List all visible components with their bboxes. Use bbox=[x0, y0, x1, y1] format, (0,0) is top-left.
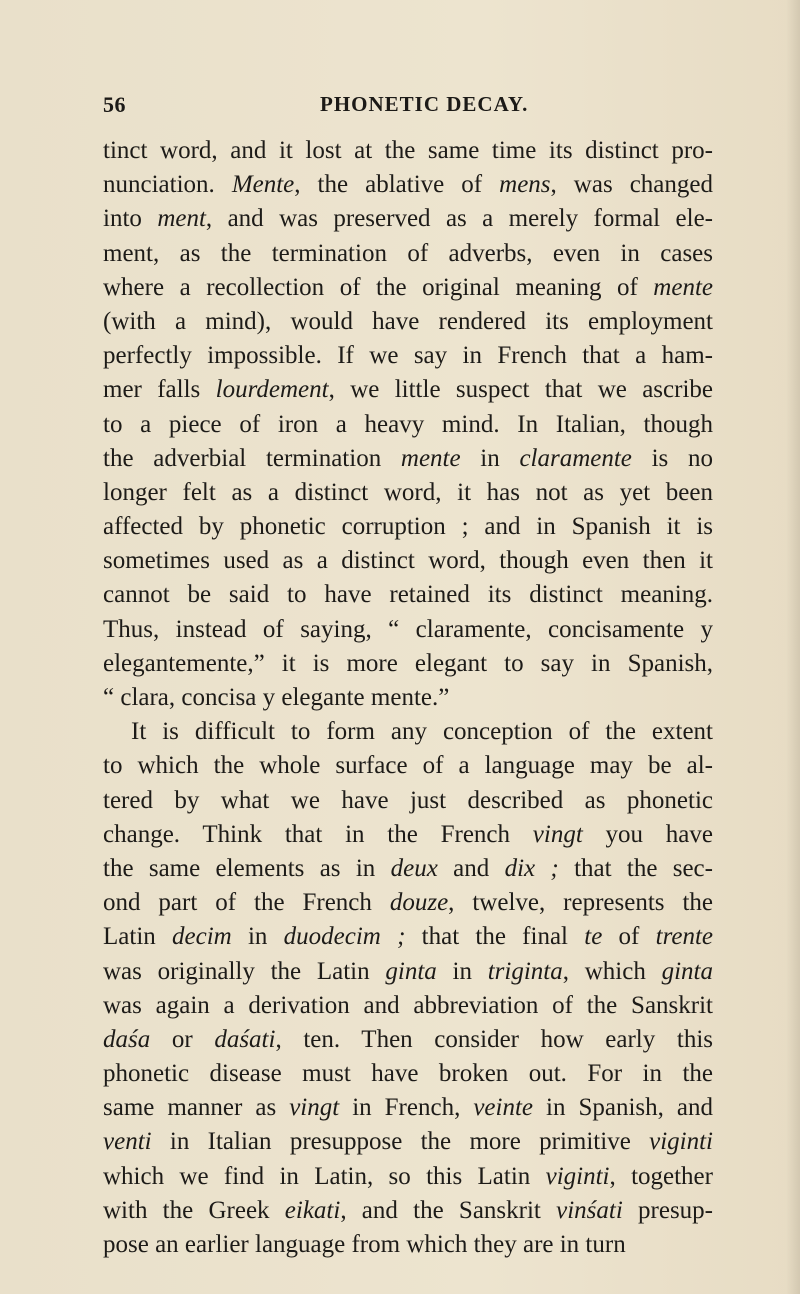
text-line bbox=[103, 989, 713, 1023]
italic-term: vinśati bbox=[556, 1196, 623, 1224]
italic-term: ment bbox=[157, 205, 206, 233]
text-run: was again a derivation and abbreviation of the Sanskrit bbox=[103, 991, 713, 1019]
text-run: with the Greek bbox=[103, 1196, 285, 1224]
text-run: longer felt as a distinct word, it has not as yet been bbox=[103, 478, 713, 506]
text-line bbox=[103, 373, 713, 407]
text-run: affected by phonetic corruption ; and in Spanish it is bbox=[103, 513, 713, 541]
page-edge-shadow bbox=[786, 0, 800, 1294]
text-line bbox=[103, 408, 713, 442]
text-run: in Spanish, and bbox=[533, 1094, 714, 1122]
italic-term: venti bbox=[103, 1128, 152, 1156]
text-line bbox=[103, 613, 713, 647]
italic-term: ginta bbox=[385, 957, 437, 985]
body-text bbox=[103, 134, 713, 1262]
text-line bbox=[103, 237, 713, 271]
text-run: that the sec- bbox=[558, 854, 713, 882]
text-line bbox=[103, 510, 713, 544]
italic-term: triginta bbox=[487, 957, 563, 985]
text-line bbox=[103, 202, 713, 236]
text-run: , and was preserved as a merely formal ele- bbox=[205, 205, 713, 233]
text-run: , we little suspect that we ascribe bbox=[328, 376, 713, 404]
italic-term: viginti bbox=[545, 1162, 610, 1190]
text-run: mer falls bbox=[103, 376, 216, 404]
italic-term: decim bbox=[172, 923, 232, 951]
text-line bbox=[103, 715, 713, 749]
text-run: in French, bbox=[339, 1094, 474, 1122]
text-run: Thus, instead of saying, “ claramente, concisamente y bbox=[103, 615, 713, 643]
text-run: perfectly impossible. If we say in French that a ham- bbox=[103, 342, 713, 370]
text-run: pose an earlier language from which they are in turn bbox=[103, 1231, 626, 1258]
text-run: , was changed bbox=[550, 171, 714, 199]
text-line bbox=[103, 749, 713, 783]
italic-term: veinte bbox=[473, 1094, 534, 1122]
running-head-title: PHONETIC DECAY. bbox=[320, 92, 529, 116]
text-line bbox=[103, 681, 713, 715]
text-run: you have bbox=[582, 820, 713, 848]
text-line bbox=[103, 955, 713, 989]
text-line bbox=[103, 852, 713, 886]
text-line bbox=[103, 1057, 713, 1091]
text-line bbox=[103, 1091, 713, 1125]
italic-term: claramente bbox=[519, 444, 632, 472]
text-run: phonetic disease must have broken out. For in the bbox=[103, 1060, 713, 1088]
text-line bbox=[103, 1023, 713, 1057]
text-run: , the ablative of bbox=[294, 171, 500, 199]
page-number: 56 bbox=[103, 92, 126, 117]
text-run: the adverbial termination bbox=[103, 444, 401, 472]
text-run: where a recollection of the original meaning of bbox=[103, 273, 654, 301]
italic-term: daśati bbox=[214, 1025, 276, 1053]
text-run: (with a mind), would have rendered its employment bbox=[103, 307, 713, 335]
text-run: presup- bbox=[622, 1196, 713, 1224]
text-run: into bbox=[103, 205, 158, 233]
italic-term: ginta bbox=[661, 957, 713, 985]
text-run: to which the whole surface of a language may be al- bbox=[103, 752, 713, 780]
italic-term: eikati bbox=[284, 1196, 341, 1224]
text-run: “ clara, concisa y elegante mente.” bbox=[103, 684, 450, 711]
text-run: ond part of the French bbox=[103, 889, 390, 917]
text-line bbox=[103, 784, 713, 818]
text-run: in bbox=[436, 957, 488, 985]
text-run: tered by what we have just described as phonetic bbox=[103, 786, 713, 814]
text-run: was originally the Latin bbox=[103, 957, 386, 985]
italic-term: deux bbox=[390, 854, 438, 882]
text-line bbox=[103, 339, 713, 373]
text-run: cannot be said to have retained its distinct meaning. bbox=[103, 581, 713, 609]
text-run: same manner as bbox=[103, 1094, 290, 1122]
italic-term: douze bbox=[389, 889, 449, 917]
text-run: sometimes used as a distinct word, though even then it bbox=[103, 547, 713, 575]
text-run: , and the Sanskrit bbox=[340, 1196, 557, 1224]
text-run: and bbox=[437, 854, 505, 882]
text-line bbox=[103, 544, 713, 578]
text-run: change. Think that in the French bbox=[103, 820, 533, 848]
text-run: ment, as the termination of adverbs, even in cases bbox=[103, 239, 713, 267]
text-run: is no bbox=[631, 444, 713, 472]
text-line bbox=[103, 134, 713, 168]
italic-term: vingt bbox=[532, 820, 583, 848]
text-run: in bbox=[460, 444, 520, 472]
text-line bbox=[103, 578, 713, 612]
text-line bbox=[103, 647, 713, 681]
running-head bbox=[103, 92, 713, 122]
text-run: , twelve, represents the bbox=[448, 889, 714, 917]
text-run: the same elements as in bbox=[103, 854, 391, 882]
text-line bbox=[103, 1228, 713, 1262]
text-line bbox=[103, 271, 713, 305]
text-run: , together bbox=[609, 1162, 713, 1190]
text-line bbox=[103, 476, 713, 510]
text-line bbox=[103, 1194, 713, 1228]
italic-term: trente bbox=[655, 923, 714, 951]
text-run: to a piece of iron a heavy mind. In Italian, though bbox=[103, 410, 713, 438]
italic-term: te bbox=[584, 923, 603, 951]
italic-term: mente bbox=[400, 444, 461, 472]
text-line bbox=[103, 168, 713, 202]
text-run: , ten. Then consider how early this bbox=[275, 1025, 714, 1053]
text-run: of bbox=[602, 923, 656, 951]
text-line bbox=[103, 1160, 713, 1194]
text-line bbox=[103, 886, 713, 920]
italic-term: dix ; bbox=[504, 854, 559, 882]
italic-term: daśa bbox=[103, 1025, 151, 1053]
italic-term: Mente bbox=[231, 171, 295, 199]
text-line bbox=[103, 920, 713, 954]
text-run: in bbox=[231, 923, 284, 951]
italic-term: mente bbox=[653, 273, 713, 301]
text-run: that the final bbox=[405, 923, 585, 951]
text-run: which we find in Latin, so this Latin bbox=[103, 1162, 546, 1190]
text-line bbox=[103, 305, 713, 339]
text-run: nunciation. bbox=[103, 171, 232, 199]
text-run: elegantemente,” it is more elegant to say in Spanish, bbox=[103, 649, 713, 677]
text-line bbox=[103, 1125, 713, 1159]
italic-term: viginti bbox=[649, 1128, 713, 1156]
text-run: Latin bbox=[103, 923, 173, 951]
italic-term: vingt bbox=[289, 1094, 340, 1122]
italic-term: duodecim ; bbox=[283, 923, 406, 951]
italic-term: mens bbox=[499, 171, 551, 199]
text-run: or bbox=[150, 1025, 215, 1053]
text-run: in Italian presuppose the more primitive bbox=[151, 1128, 650, 1156]
text-run: It is difficult to form any conception of the extent bbox=[131, 718, 713, 746]
text-line bbox=[103, 442, 713, 476]
italic-term: lourdement bbox=[215, 376, 329, 404]
text-run: tinct word, and it lost at the same time its distinct pro- bbox=[103, 137, 713, 164]
text-line bbox=[103, 818, 713, 852]
text-run: , which bbox=[562, 957, 662, 985]
